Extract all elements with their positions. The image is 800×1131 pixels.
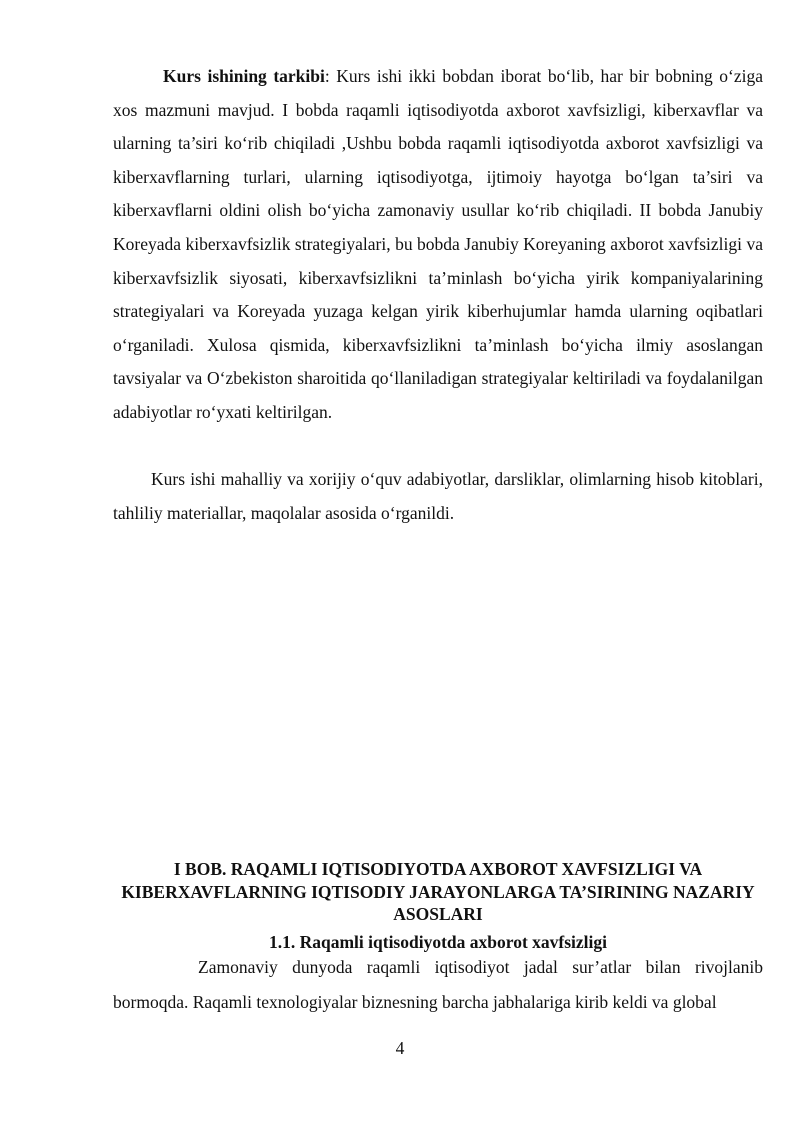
section-title: 1.1. Raqamli iqtisodiyotda axborot xavfsizligi xyxy=(268,932,608,952)
section-opening-paragraph: Zamonaviy dunyoda raqamli iqtisodiyot jadal sur’atlar bilan rivojlanib bormoqda. Raqamli texnologiyalar biznesning barcha jabhalariga kirib keldi va global xyxy=(113,957,763,1012)
page-number: 4 xyxy=(395,1038,405,1058)
course-structure-colon: : xyxy=(324,66,330,86)
sources-paragraph: Kurs ishi mahalliy va xorijiy o‘quv adabiyotlar, darsliklar, olimlarning hisob kitoblari, tahliliy materiallar, maqolalar asosida o‘rganildi. xyxy=(113,469,763,523)
course-structure-label: Kurs ishining tarkibi xyxy=(163,66,325,86)
course-structure-paragraph xyxy=(113,60,763,430)
course-structure-body: Kurs ishi ikki bobdan iborat bo‘lib, har bir bobning o‘ziga xos mazmuni mavjud. I bobda raqamli iqtisodiyotda axborot xavfsizligi, kiberxavflar va ularning ta’siri ko‘rib chiqiladi ,Ushbu bobda raqamli iqtisodiyotda axborot xavfsizligi va kiberxavflarning turlari, ularning iqtisodiyotga, ijtimoiy hayotga bo‘lgan ta’siri va kiberxavflarni oldini olish bo‘yicha zamonaviy usullar ko‘rib chiqiladi. II bobda Janubiy Koreyada kiberxavfsizlik strategiyalari, bu bobda Janubiy Koreyaning axborot xavfsizligi va kiberxavfsizlik siyosati, kiberxavfsizlikni ta’minlash bo‘yicha yirik kompaniyalarining strategiyalari va Koreyada yuzaga kelgan yirik kiberhujumlar hamda ularning oqibatlari o‘rganiladi. Xulosa qismida, kiberxavfsizlikni ta’minlash bo‘yicha ilmiy asoslangan tavsiyalar va O‘zbekiston sharoitida qo‘llaniladigan strategiyalar keltiriladi va foydalanilgan adabiyotlar ro‘yxati keltirilgan. xyxy=(113,66,763,422)
chapter-title: I BOB. RAQAMLI IQTISODIYOTDA AXBOROT XAVFSIZLIGI VA KIBERXAVFLARNING IQTISODIY JARAYONLARGA TA’SIRINING NAZARIY ASOSLARI xyxy=(121,859,755,924)
